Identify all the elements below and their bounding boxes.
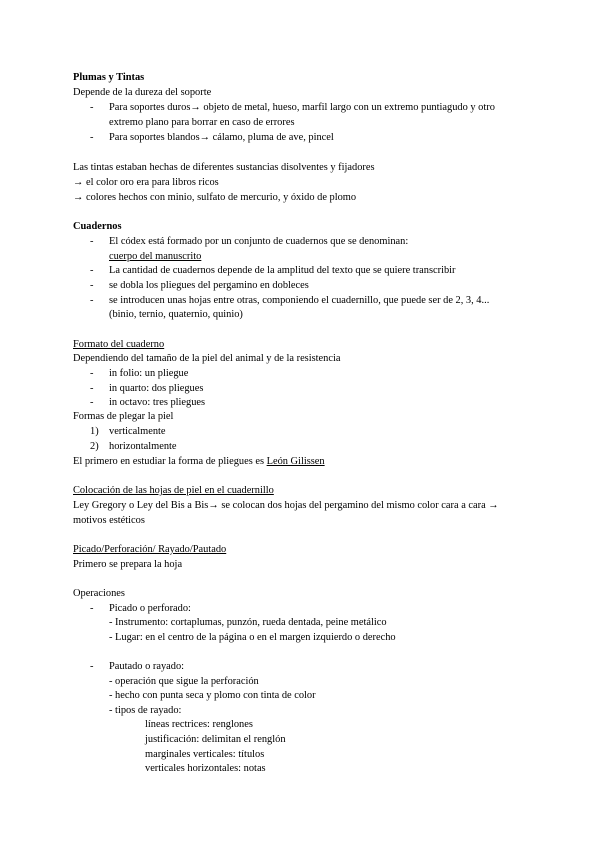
formato-item: in folio: un pliegue	[109, 368, 189, 379]
bullet-marker: -	[90, 295, 94, 306]
bullet-marker: -	[90, 368, 94, 379]
bullet-marker: -	[90, 280, 94, 291]
colocacion-line-1: Ley Gregory o Ley del Bis a Bis→ se colocan dos hojas del pergamino del mismo color cara a cara →	[73, 500, 499, 511]
section-title-formato: Formato del cuaderno	[73, 339, 165, 350]
bullet-marker: -	[90, 236, 94, 247]
colocacion-line-2: motivos estéticos	[73, 515, 145, 526]
plumas-item-2: Para soportes blandos→ cálamo, pluma de ave, pincel	[109, 132, 334, 143]
list-number: 1)	[90, 426, 99, 437]
picado-sub-item: - Lugar: en el centro de la página o en el margen izquierdo o derecho	[109, 632, 396, 643]
tintas-line-2: → el color oro era para libros ricos	[73, 177, 219, 188]
plumas-intro: Depende de la dureza del soporte	[73, 87, 212, 98]
pautado-sub-item: - tipos de rayado:	[109, 705, 182, 716]
formato-item: in octavo: tres pliegues	[109, 397, 206, 408]
bullet-marker: -	[90, 265, 94, 276]
tipo-rayado: justificación: delimitan el renglón	[145, 734, 286, 745]
cuadernos-item-4-cont: (binio, ternio, quaternio, quinio)	[109, 309, 243, 320]
picado-sub-item: - Instrumento: cortaplumas, punzón, rueda dentada, peine metálico	[109, 617, 387, 628]
pautado-sub-item: - hecho con punta seca y plomo con tinta de color	[109, 690, 316, 701]
bullet-marker: -	[90, 603, 94, 614]
pautado-sub-item: - operación que sigue la perforación	[109, 676, 259, 687]
bullet-marker: -	[90, 383, 94, 394]
section-title-plumas: Plumas y Tintas	[73, 72, 145, 83]
formato-intro: Dependiendo del tamaño de la piel del animal y de la resistencia	[73, 353, 341, 364]
bullet-marker: -	[90, 661, 94, 672]
formato-item: in quarto: dos pliegues	[109, 383, 204, 394]
formas-title: Formas de plegar la piel	[73, 411, 174, 422]
tipo-rayado: verticales horizontales: notas	[145, 763, 266, 774]
picado-intro: Primero se prepara la hoja	[73, 559, 183, 570]
pautado-label: Pautado o rayado:	[109, 661, 185, 672]
tipo-rayado: marginales verticales: títulos	[145, 749, 265, 760]
section-title-colocacion: Colocación de las hojas de piel en el cuadernillo	[73, 485, 274, 496]
formas-item: horizontalmente	[109, 441, 177, 452]
tintas-line-1: Las tintas estaban hechas de diferentes sustancias disolventes y fijadores	[73, 162, 375, 173]
bullet-marker: -	[90, 397, 94, 408]
plumas-item-1: Para soportes duros→ objeto de metal, hueso, marfil largo con un extremo puntiagudo y otro	[109, 102, 495, 113]
formas-item: verticalmente	[109, 426, 166, 437]
primero-text: El primero en estudiar la forma de pliegues es	[73, 456, 267, 467]
plumas-item-1-cont: extremo plano para borrar en caso de errores	[109, 117, 295, 128]
picado-label: Picado o perforado:	[109, 603, 191, 614]
tipo-rayado: líneas rectrices: renglones	[145, 719, 253, 730]
cuadernos-item-2: La cantidad de cuadernos depende de la amplitud del texto que se quiere transcribir	[109, 265, 456, 276]
list-number: 2)	[90, 441, 99, 452]
operaciones-label: Operaciones	[73, 588, 125, 599]
primero-line	[73, 455, 325, 469]
primero-name: León Gilissen	[266, 456, 325, 467]
cuadernos-item-1: El códex está formado por un conjunto de cuadernos que se denominan:	[109, 236, 409, 247]
tintas-line-3: → colores hechos con minio, sulfato de mercurio, y óxido de plomo	[73, 192, 357, 203]
cuadernos-item-3: se dobla los pliegues del pergamino en dobleces	[109, 280, 309, 291]
cuadernos-item-4: se introducen unas hojas entre otras, componiendo el cuadernillo, que puede ser de 2, 3, 4...	[109, 295, 490, 306]
section-title-cuadernos: Cuadernos	[73, 221, 122, 232]
section-title-picado: Picado/Perforación/ Rayado/Pautado	[73, 544, 227, 555]
bullet-marker: -	[90, 132, 94, 143]
cuadernos-item-1-cont: cuerpo del manuscrito	[109, 251, 202, 262]
bullet-marker: -	[90, 102, 94, 113]
